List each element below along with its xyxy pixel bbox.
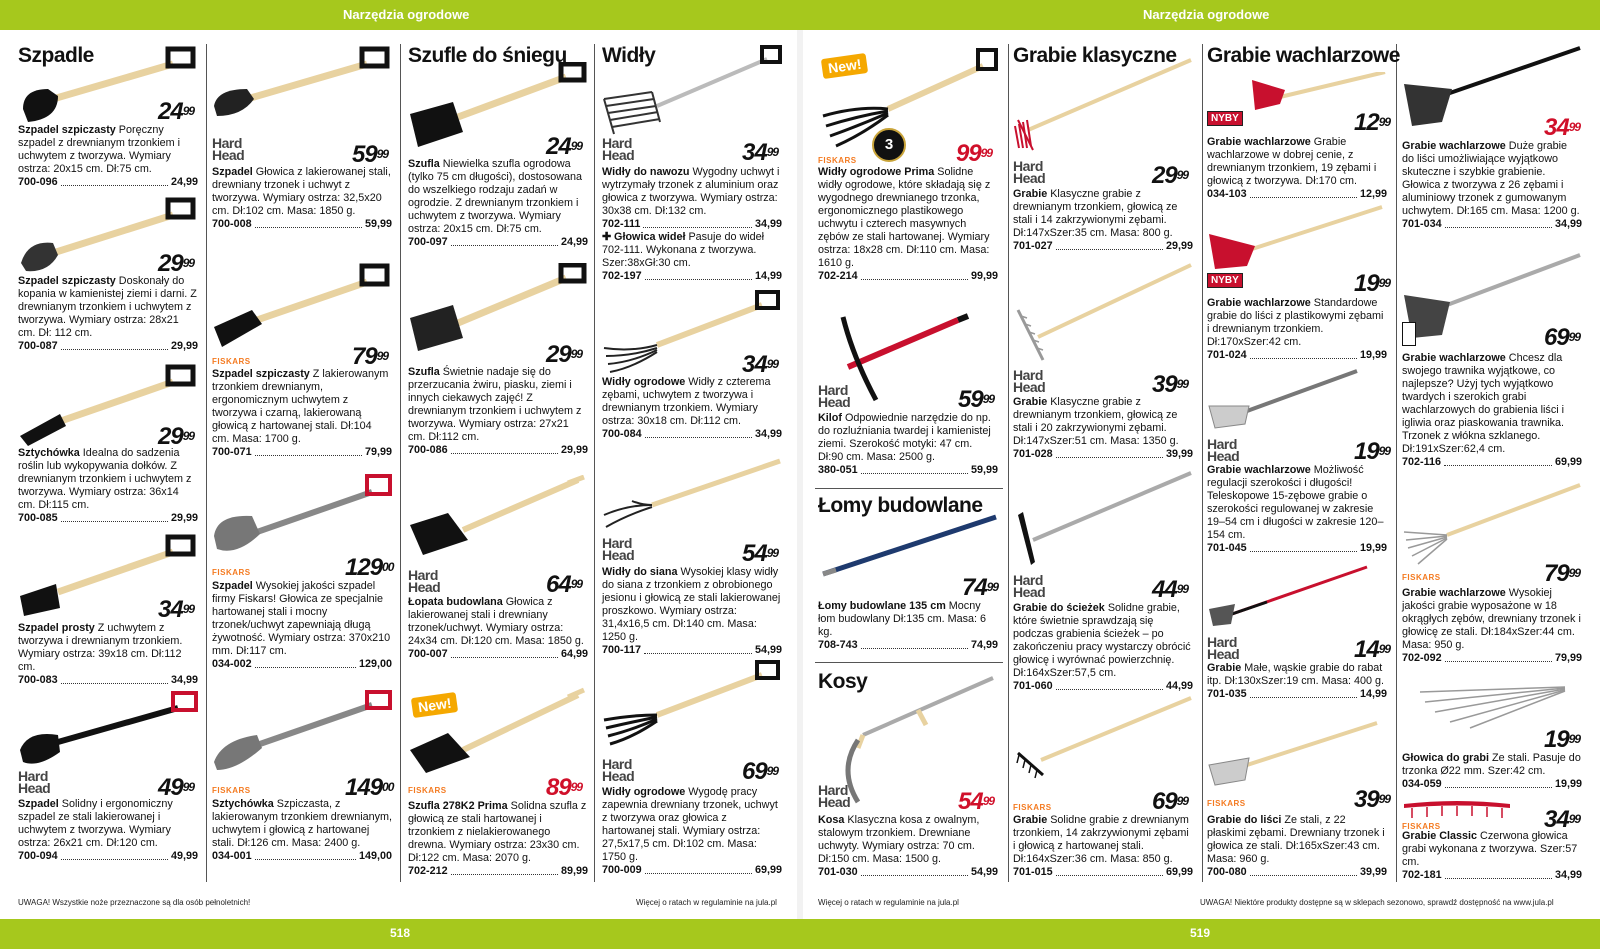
product-card: Grabie wachlarzowe Duże grabie do liści umożliwiające wyjątkowo skuteczne i szybkie grabienie. Głowica z tworzywa z 26 zębami i aluminiowy trzonek z gumowanym uchwytem. Dł:165 cm. Masa: 1200 g. 701-034 34,99 — [1402, 140, 1582, 230]
section-divider — [815, 488, 1003, 489]
hardhead-logo: Hard Head — [602, 756, 635, 784]
new-badge: New! — [411, 692, 459, 718]
crowbar-image — [818, 512, 998, 582]
fiskars-spade-image — [212, 474, 392, 564]
product-card: Szufla Niewielka szufla ogrodowa (tylko 75 cm długości), dostosowana do wszelkiego rodzaju zadań w ogrodzie. Z drewnianym trzonkiem i uchwytem z tworzywa. Wymiary ostrza: 20x15 cm. Dł:75 cm. 700-097 24,99 — [408, 158, 588, 248]
hardhead-logo: Hard Head — [602, 135, 635, 163]
column-divider — [1202, 44, 1203, 882]
price: $39^{99}$ — [1354, 786, 1391, 813]
price: $34^{99}$ — [1544, 114, 1581, 141]
product-card: Głowica do grabi Ze stali. Pasuje do trzonka Ø22 mm. Szer:42 cm. 034-059 19,99 — [1402, 752, 1582, 790]
hardhead-logo: Hard Head — [1013, 367, 1046, 395]
product-card: Widły ogrodowe Wygodę pracy zapewnia drewniany trzonek, uchwyt z tworzywa oraz głowica z hartowanej stali. Wymiary ostrza: 27,5x17,5 cm. Dł:102 cm. Masa: 1750 g. 700-009 69,99 — [602, 786, 782, 876]
product-card: Szpadel szpiczasty Doskonały do kopania w kamienistej ziemi i darni. Z drewnianym trzonkiem i uchwytem z tworzywa. Wymiary ostrza: 28x21 cm. Dł: 112 cm. 700-087 29,99 — [18, 275, 198, 352]
product-card: Grabie Klasyczne grabie z drewnianym trzonkiem, głowicą ze stali i 14 zakrzywionymi zębami. Dł:147xSzer:35 cm. Masa: 800 g. 701-027 29,99 — [1013, 188, 1193, 252]
fiskars-shovel-image — [408, 685, 588, 780]
product-card: Szpadel Wysokiej jakości szpadel firmy Fiskars! Głowica ze specjalnie hartowanej stali i mocny trzonek/uchwyt zapewniają długą żywotność. Wymiary ostrza: 370x210 mm. Dł:117 cm. 034-002 129,00 — [212, 580, 392, 670]
header-left: Narzędzia ogrodowe — [343, 7, 470, 22]
section-title-grabie-wachlarzowe: Grabie wachlarzowe — [1207, 44, 1400, 67]
price: $74^{99}$ — [962, 574, 999, 601]
section-title-szpadle: Szpadle — [18, 44, 94, 67]
price: $19^{99}$ — [1354, 270, 1391, 297]
path-rake-image — [1013, 470, 1193, 570]
fiskars-logo: FISKARS — [1402, 822, 1441, 831]
product-card: Grabie wachlarzowe Możliwość regulacji szerokości i długości! Teleskopowe 15-zębowe grabie o szerokości regulowanej w zakresie 19–54 cm i długości w zakresie 120–154 cm. 701-045 19,99 — [1207, 464, 1387, 554]
fiskars-logo: FISKARS — [212, 357, 251, 366]
product-card: Kosa Klasyczna kosa z owalnym, stalowym trzonkiem. Drewniane uchwyty. Wymiary ostrza: 70 cm. Dł:150 cm. Masa: 1500 g. 701-030 54,99 — [818, 814, 998, 878]
product-card: Grabie do ścieżek Solidne grabie, które świetnie sprawdzają się podczas grabienia ścieżek – po zakończeniu pracy wystarczy obrócić głowicę i wyrównać powierzchnię. Dł:164xSzer:57,5 cm. 701-060 44,99 — [1013, 602, 1193, 692]
manure-fork-image — [602, 44, 782, 144]
section-title-szufle: Szufle do śniegu — [408, 44, 567, 67]
price: $34^{99}$ — [1544, 806, 1581, 833]
fiskars-logo: FISKARS — [818, 156, 857, 165]
hardhead-logo: Hard Head — [1207, 634, 1240, 662]
page-number-left: 518 — [390, 926, 411, 940]
product-card: Grabie wachlarzowe Chcesz dla swojego trawnika wyjątkowe, co najlepsze? Użyj tych wyjątkowo twardych i szerokich grabi wachlarzowych do grabienia liści i igliwia oraz piaskowania trawnika. Trzonek z włókna szklanego. Dł:191xSzer:62,4 cm. 702-116 69,99 — [1402, 352, 1582, 468]
section-divider — [815, 662, 1003, 663]
spade-pointed-black-image — [212, 262, 392, 352]
hardhead-logo: Hard Head — [1013, 572, 1046, 600]
product-card: Widły ogrodowe Prima Solidne widły ogrodowe, które składają się z wygodnego drewnianego trzonka, ergonomicznego plastikowego uchwytu i czterech masywnych zębów ze stali hartowanej. Wymiary ostrza: 18x28 cm. Dł:110 cm. Masa: 1610 g. 702-214 99,99 — [818, 166, 998, 282]
product-card: Grabie wachlarzowe Standardowe grabie do liści z plastikowymi zębami i drewnianym trzonkiem. Dł:170xSzer:42 cm. 701-024 19,99 — [1207, 297, 1387, 361]
fiskars-transplanting-spade-image — [212, 690, 392, 775]
price: $59^{99}$ — [958, 386, 995, 413]
product-card: Widły do nawozu Wygodny uchwyt i wytrzymały trzonek z aluminium oraz głowica z tworzywa. Wymiary ostrza: 30x38 cm. Dł:132 cm. 702-111 34,99 ✚ Głowica wideł Pasuje do wideł 702-111. Wykonana z tworzywa. Szer:38xGł:30 cm. 702-197 14,99 — [602, 166, 782, 282]
price: $29^{99}$ — [546, 341, 583, 368]
spade-image — [18, 690, 198, 775]
small-rake-image — [1207, 564, 1387, 634]
column-divider — [594, 44, 595, 882]
top-bar — [0, 0, 1600, 30]
product-card: Szpadel prosty Z uchwytem z tworzywa i drewnianym trzonkiem. Wymiary ostrza: 39x18 cm. Dł:112 cm. 700-083 34,99 — [18, 622, 198, 686]
price: $19^{99}$ — [1354, 438, 1391, 465]
price: $49^{99}$ — [158, 774, 195, 801]
red-rake-head-image — [1402, 800, 1512, 822]
footer-note-right: UWAGA! Niektóre produkty dostępne są w sklepach sezonowo, sprawdź dostępność na www.jula.pl — [1200, 898, 1554, 907]
price: $69^{99}$ — [1152, 788, 1189, 815]
price: $19^{99}$ — [1544, 726, 1581, 753]
price: $89^{99}$ — [546, 774, 583, 801]
fiskars-logo: FISKARS — [1207, 799, 1246, 808]
hay-fork-image — [602, 455, 782, 535]
nyby-logo: NYBY — [1207, 111, 1243, 126]
fiskars-logo: FISKARS — [212, 568, 251, 577]
new-badge: New! — [821, 53, 869, 79]
hardhead-logo: Hard Head — [818, 782, 851, 810]
bottom-bar — [0, 919, 1600, 949]
fan-rake-image — [1207, 204, 1387, 274]
hardhead-logo: Hard Head — [818, 382, 851, 410]
price: $29^{99}$ — [158, 423, 195, 450]
price: $69^{99}$ — [742, 758, 779, 785]
footer-note-mid-left: Więcej o ratach w regulaminie na jula.pl — [636, 898, 777, 907]
price: $99^{99}$ — [956, 140, 993, 167]
hardhead-logo: Hard Head — [602, 535, 635, 563]
fiskars-logo: FISKARS — [1402, 573, 1441, 582]
hardhead-logo: Hard Head — [18, 768, 51, 796]
product-card: Grabie wachlarzowe Wysokiej jakości grabie wyposażone w 18 okrągłych zębów, drewniany trzonek i głowicę ze stali. Dł:184xSzer:44 cm. Masa: 950 g. 702-092 79,99 — [1402, 587, 1582, 664]
nyby-logo: NYBY — [1207, 273, 1243, 288]
price: $34^{99}$ — [742, 351, 779, 378]
fan-rake-image — [1250, 72, 1387, 112]
product-card: Widły do siana Wysokiej klasy widły do siana z trzonkiem z obrobionego jesionu i głowicą ze stali lakierowanej proszkowo. Wymiary ostrza: 31,4x16,5 cm. Dł:140 cm. Masa: 1250 g. 700-117 54,99 — [602, 566, 782, 656]
spade-image — [212, 44, 392, 124]
page-number-right: 519 — [1190, 926, 1211, 940]
header-right: Narzędzia ogrodowe — [1143, 7, 1270, 22]
column-divider — [400, 44, 401, 882]
classic-rake-image — [1013, 262, 1193, 362]
fork-prima-image — [818, 44, 998, 154]
leaf-rake-image — [1207, 720, 1387, 790]
price: $54^{99}$ — [958, 788, 995, 815]
construction-shovel-image — [408, 475, 588, 570]
product-card: Szpadel szpiczasty Z lakierowanym trzonkiem drewnianym, ergonomicznym uchwytem z tworzywa i czarną, lakierowaną głowicą z hartowanej stali. Dł:104 cm. Masa: 1700 g. 700-071 79,99 — [212, 368, 392, 458]
product-card: Łomy budowlane 135 cm Mocny łom budowlany Dł:135 cm. Masa: 6 kg. 708-743 74,99 — [818, 600, 998, 651]
column-divider — [1008, 44, 1009, 882]
price: $34^{99}$ — [158, 596, 195, 623]
product-card: Grabie Małe, wąskie grabie do rabat itp. Dł:130xSzer:19 cm. Masa: 400 g. 701-035 14,99 — [1207, 662, 1387, 700]
hardhead-logo: Hard Head — [212, 135, 245, 163]
classic-rake-image — [1013, 58, 1193, 153]
hardhead-logo: Hard Head — [1207, 436, 1240, 464]
price: $54^{99}$ — [742, 540, 779, 567]
price: $14^{99}$ — [1354, 636, 1391, 663]
price: $64^{99}$ — [546, 571, 583, 598]
price: $79^{99}$ — [352, 343, 389, 370]
product-card: Grabie Classic Czerwona głowica grabi wykonana z tworzywa. Szer:57 cm. 702-181 34,99 — [1402, 830, 1582, 881]
footer-note-mid-right: Więcej o ratach w regulaminie na jula.pl — [818, 898, 959, 907]
section-title-grabie-klasyczne: Grabie klasyczne — [1013, 44, 1177, 67]
product-card: Grabie do liści Ze stali, z 22 płaskimi zębami. Drewniany trzonek i głowica ze stali. Dł:165xSzer:43 cm. Masa: 960 g. 700-080 39,99 — [1207, 814, 1387, 878]
product-card: Grabie Klasyczne grabie z drewnianym trzonkiem, głowicą ze stali i 20 zakrzywionymi zębami. Dł:147xSzer:51 cm. Masa: 1350 g. 701-028 39,99 — [1013, 396, 1193, 460]
price: $12^{99}$ — [1354, 109, 1391, 136]
section-title-widly: Widły — [602, 44, 656, 67]
price: $29^{99}$ — [1152, 162, 1189, 189]
price: $59^{99}$ — [352, 141, 389, 168]
product-card: Sztychówka Idealna do sadzenia roślin lub wykopywania dołków. Z drewnianym trzonkiem i uchwytem z tworzywa. Wymiary ostrza: 36x14 cm. Dł:115 cm. 700-085 29,99 — [18, 447, 198, 524]
fiskars-logo: FISKARS — [1013, 803, 1052, 812]
column-divider — [1396, 44, 1397, 882]
product-card: Łopata budowlana Głowica z lakierowanej stali i drewniany trzonek/uchwyt. Wymiary ostrza: 24x34 cm. Dł:120 cm. Masa: 1850 g. 700-007 64,99 — [408, 596, 588, 660]
rake-head-image — [1415, 682, 1575, 732]
price: $149^{00}$ — [345, 774, 394, 801]
product-card: Kilof Odpowiednie narzędzie do np. do rozluźniania twardej i kamienistej ziemi. Szerokość motyki: 47 cm. Dł:90 cm. Masa: 2500 g. 380-051 59,99 — [818, 412, 998, 476]
product-card: Widły ogrodowe Widły z czterema zębami, uchwytem z tworzywa i drewnianym trzonkiem. Wymiary ostrza: 30x18 cm. Dł:112 cm. 700-084 34,99 — [602, 376, 782, 440]
hardhead-logo: Hard Head — [408, 567, 441, 595]
telescopic-rake-image — [1207, 366, 1387, 436]
price: $24^{99}$ — [546, 133, 583, 160]
footer-note-left: UWAGA! Wszystkie noże przeznaczone są dla osób pełnoletnich! — [18, 898, 251, 907]
product-card: Szpadel Głowica z lakierowanej stali, drewniany trzonek i uchwyt z tworzywa. Wymiary ostrza: 32,5x20 cm. Dł:102 cm. Masa: 1850 g. 700-008 59,99 — [212, 166, 392, 230]
column-divider — [206, 44, 207, 882]
garden-fork-steel-image — [602, 660, 782, 750]
price: $69^{99}$ — [1544, 324, 1581, 351]
product-card: Grabie wachlarzowe Grabie wachlarzowe w dobrej cenie, z drewnianym trzonkiem, 19 zębami i głowicą z tworzywa. Dł:170 cm. 034-103 12,99 — [1207, 136, 1387, 200]
page-gutter — [797, 30, 803, 919]
product-card: Szpadel szpiczasty Poręczny szpadel z drewnianym trzonkiem i uchwytem z tworzywa. Wymiary ostrza: 20x15 cm. Dł:75 cm. 700-096 24,99 — [18, 124, 198, 188]
price: $29^{99}$ — [158, 250, 195, 277]
warranty-badge: 3 — [872, 128, 906, 162]
section-title-kosy: Kosy — [818, 670, 868, 693]
brand-logo-icon — [1402, 322, 1416, 346]
price: $79^{99}$ — [1544, 560, 1581, 587]
product-card: Szufla 278K2 Prima Solidna szufla z głowicą ze stali hartowanej i trzonkiem z nielakierowanego drewna. Wymiary ostrza: 23x30 cm. Dł:122 cm. Masa: 2070 g. 702-212 89,99 — [408, 800, 588, 877]
price: $34^{99}$ — [742, 139, 779, 166]
price: $44^{99}$ — [1152, 576, 1189, 603]
steel-fan-rake-image — [1402, 480, 1582, 570]
hardhead-logo: Hard Head — [1013, 158, 1046, 186]
fiskars-logo: FISKARS — [408, 786, 447, 795]
section-title-lomy: Łomy budowlane — [818, 494, 983, 517]
price: $39^{99}$ — [1152, 371, 1189, 398]
product-card: Sztychówka Szpiczasta, z lakierowanym trzonkiem drewnianym, uchwytem i głowicą z hartowanej stali. Dł:126 cm. Masa: 2400 g. 034-001 149,00 — [212, 798, 393, 862]
fiskars-logo: FISKARS — [212, 786, 251, 795]
product-card: Grabie Solidne grabie z drewnianym trzonkiem, 14 zakrzywionymi zębami i głowicą z hartowanej stali. Dł:164xSzer:36 cm. Masa: 850 g. 701-015 69,99 — [1013, 814, 1193, 878]
product-card: Szufla Świetnie nadaje się do przerzucania żwiru, piasku, ziemi i innych ciekawych zajęć! Z drewnianym trzonkiem i uchwytem z tworzywa. Wymiary ostrza: 27x21 cm. Dł:112 cm. 700-086 29,99 — [408, 366, 588, 456]
price: $24^{99}$ — [158, 98, 195, 125]
steel-rake-image — [1013, 695, 1193, 780]
product-card: Szpadel Solidny i ergonomiczny szpadel ze stali lakierowanej i uchwytem z tworzywa. Wymiary ostrza: 26x21 cm. Dł:120 cm. 700-094 49,99 — [18, 798, 198, 862]
price: $129^{00}$ — [345, 554, 394, 581]
